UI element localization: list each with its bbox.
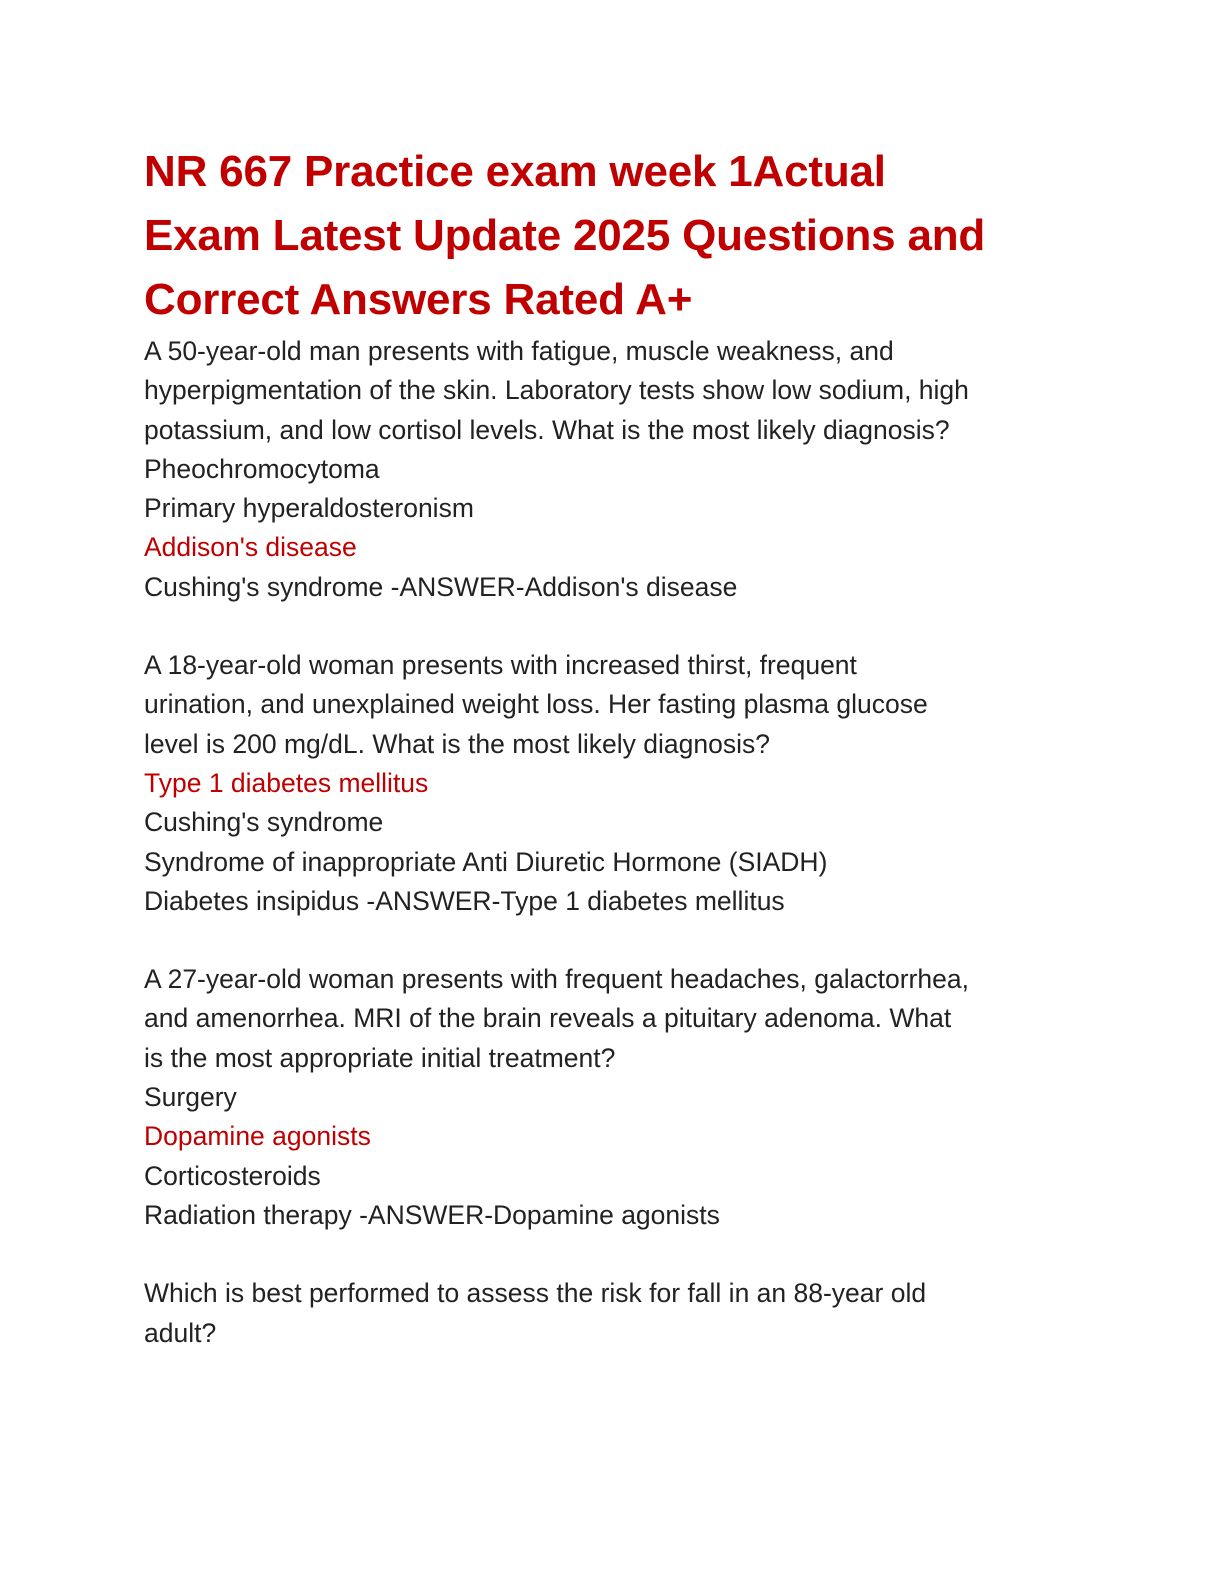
answer-option: Surgery — [144, 1082, 237, 1113]
title-line: Exam Latest Update 2025 Questions and — [144, 211, 986, 260]
question-stem-line: is the most appropriate initial treatment? — [144, 1042, 616, 1073]
question-4 — [144, 1274, 1084, 1353]
correct-answer-option: Dopamine agonists — [144, 1121, 371, 1152]
question-stem-line: level is 200 mg/dL. What is the most likely diagnosis? — [144, 728, 770, 759]
title-line: NR 667 Practice exam week 1Actual — [144, 147, 886, 196]
document-page — [144, 140, 1084, 1353]
answer-option: Syndrome of inappropriate Anti Diuretic Hormone (SIADH) — [144, 846, 828, 877]
question-2 — [144, 646, 1084, 921]
answer-option-with-key: Diabetes insipidus -ANSWER-Type 1 diabetes mellitus — [144, 885, 785, 916]
question-stem-line: Which is best performed to assess the risk for fall in an 88-year old — [144, 1278, 927, 1309]
question-stem-line: A 27-year-old woman presents with frequent headaches, galactorrhea, — [144, 964, 969, 995]
answer-option: Pheochromocytoma — [144, 453, 380, 484]
answer-option: Primary hyperaldosteronism — [144, 493, 474, 524]
answer-option: Corticosteroids — [144, 1160, 321, 1191]
correct-answer-option: Addison's disease — [144, 532, 357, 563]
answer-option-with-key: Cushing's syndrome -ANSWER-Addison's disease — [144, 571, 738, 602]
question-stem-line: urination, and unexplained weight loss. Her fasting plasma glucose — [144, 689, 928, 720]
question-stem-line: potassium, and low cortisol levels. What is the most likely diagnosis? — [144, 414, 950, 445]
answer-option-with-key: Radiation therapy -ANSWER-Dopamine agonists — [144, 1199, 720, 1230]
question-stem-line: adult? — [144, 1317, 217, 1348]
question-1 — [144, 332, 1084, 607]
question-stem-line: A 50-year-old man presents with fatigue, muscle weakness, and — [144, 336, 894, 366]
question-3 — [144, 960, 1084, 1235]
correct-answer-option: Type 1 diabetes mellitus — [144, 767, 429, 798]
answer-option: Cushing's syndrome — [144, 807, 384, 838]
question-stem-line: hyperpigmentation of the skin. Laboratory tests show low sodium, high — [144, 375, 969, 406]
title-line: Correct Answers Rated A+ — [144, 275, 693, 324]
document-title — [144, 140, 1084, 332]
question-stem-line: and amenorrhea. MRI of the brain reveals a pituitary adenoma. What — [144, 1003, 952, 1034]
question-stem-line: A 18-year-old woman presents with increased thirst, frequent — [144, 650, 857, 681]
